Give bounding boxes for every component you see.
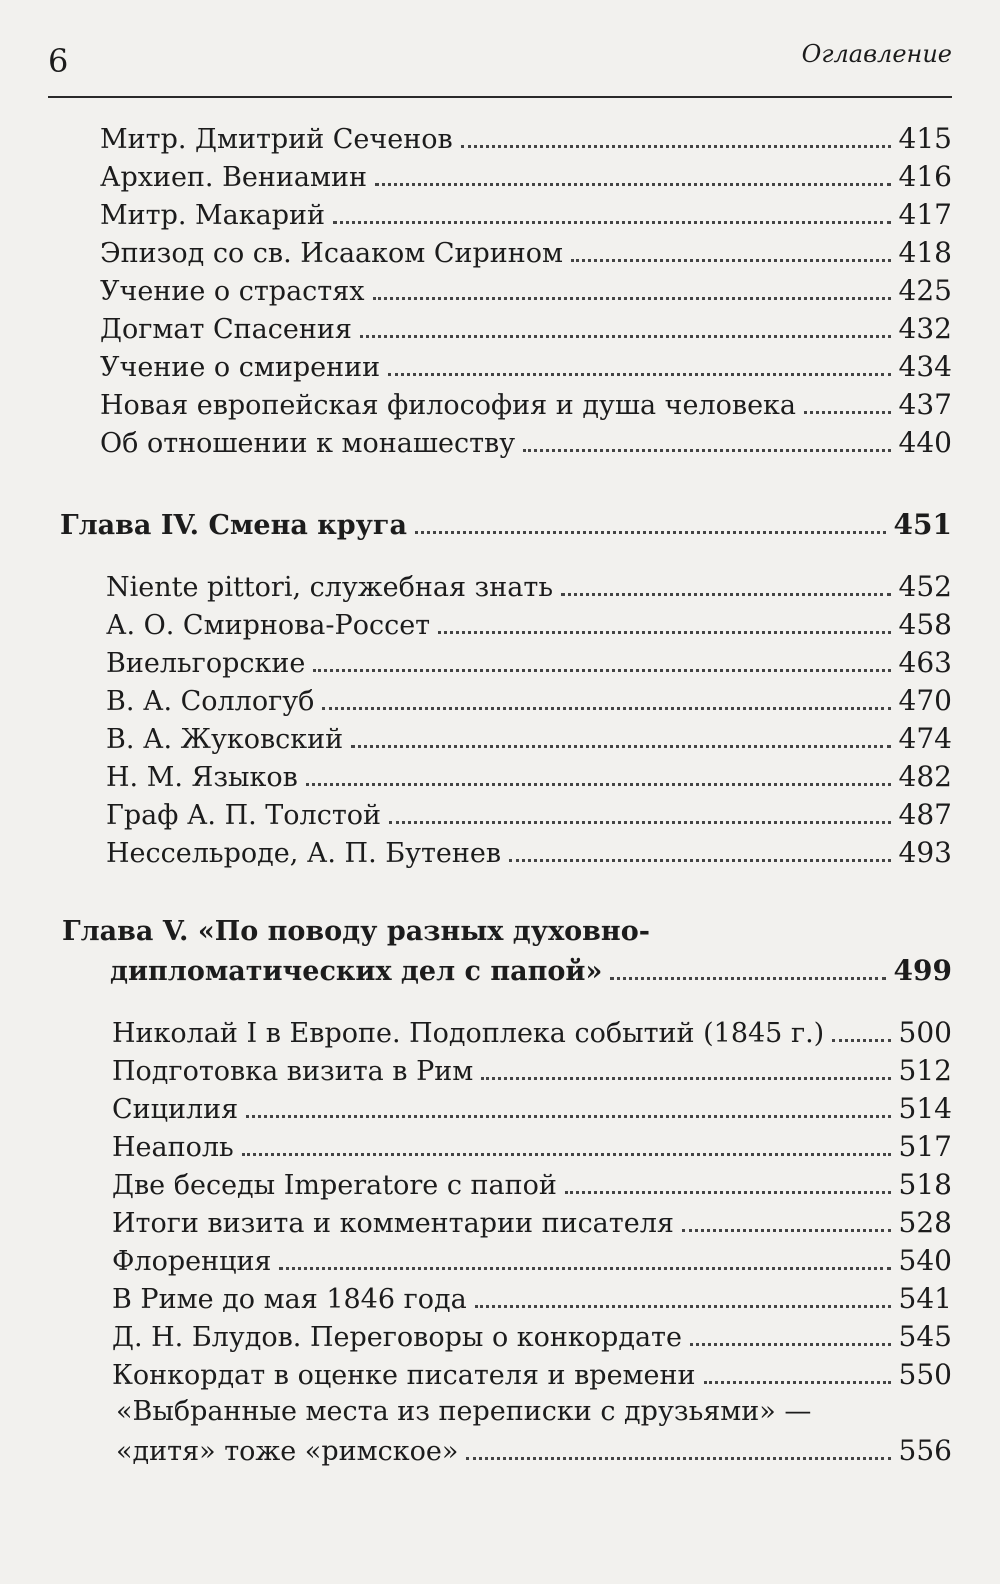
toc-entry[interactable]	[100, 274, 952, 307]
toc-entry-title: Митр. Макарий	[100, 200, 326, 231]
toc-entry-page: 482	[898, 760, 952, 793]
toc-entry[interactable]	[106, 646, 952, 679]
toc-entry-title: В. А. Жуковский	[106, 724, 344, 755]
toc-entry-page: 463	[898, 646, 952, 679]
toc-entry-title: Архиеп. Вениамин	[100, 162, 367, 193]
toc-chapter-4[interactable]	[60, 508, 952, 541]
toc-entry-title: Д. Н. Блудов. Переговоры о конкордате	[112, 1322, 682, 1353]
toc-entry-title: Митр. Дмитрий Сеченов	[100, 124, 453, 155]
toc-entry-page: 417	[898, 198, 952, 231]
page-number: 6	[48, 42, 69, 80]
toc-entry-page: 425	[898, 274, 952, 307]
toc-entry-title: Граф А. П. Толстой	[106, 800, 382, 831]
toc-entry[interactable]	[100, 312, 952, 345]
running-title: Оглавление	[801, 40, 952, 68]
toc-entry-page: 440	[898, 426, 952, 459]
toc-entry-page: 458	[898, 608, 952, 641]
toc-entry[interactable]	[112, 1016, 952, 1049]
toc-entry[interactable]	[106, 760, 952, 793]
toc-entry[interactable]	[100, 350, 952, 383]
toc-entry-page: 514	[898, 1092, 952, 1125]
toc-entry-title: Учение о страстях	[100, 276, 365, 307]
toc-entry-page: 474	[898, 722, 952, 755]
toc-entry-title: Niente pittori, служебная знать	[106, 572, 554, 603]
toc-entry-title: Догмат Спасения	[100, 314, 352, 345]
toc-entry[interactable]	[100, 160, 952, 193]
toc-entry-title: Подготовка визита в Рим	[112, 1056, 474, 1087]
toc-entry-page: 493	[898, 836, 952, 869]
toc-entry-title: Николай I в Европе. Подоплека событий (1845 г.)	[112, 1018, 825, 1049]
toc-entry[interactable]	[100, 122, 952, 155]
toc-entry-page: 550	[898, 1358, 952, 1391]
toc-entry-title: Итоги визита и комментарии писателя	[112, 1208, 674, 1239]
toc-entry[interactable]	[112, 1092, 952, 1125]
toc-entry-page: 512	[898, 1054, 952, 1087]
toc-chapter-5[interactable]	[110, 954, 952, 987]
toc-entry-title: «дитя» тоже «римское»	[116, 1436, 459, 1467]
toc-entry-title: Конкордат в оценке писателя и времени	[112, 1360, 696, 1391]
toc-entry[interactable]	[112, 1168, 952, 1201]
toc-entry[interactable]	[106, 570, 952, 603]
toc-entry-title: Две беседы Imperatore с папой	[112, 1170, 557, 1201]
toc-entry-page: 487	[898, 798, 952, 831]
toc-entry[interactable]	[100, 388, 952, 421]
chapter-title: Глава IV. Смена круга	[60, 510, 407, 541]
chapter-page: 499	[893, 954, 952, 987]
toc-entry[interactable]	[112, 1320, 952, 1353]
toc-entry[interactable]	[106, 684, 952, 717]
toc-entry-line1[interactable]: «Выбранные места из переписки с друзьями» —	[116, 1396, 812, 1427]
toc-entry[interactable]	[106, 798, 952, 831]
toc-entry[interactable]	[100, 198, 952, 231]
page-header	[48, 30, 952, 98]
toc-entry-page: 452	[898, 570, 952, 603]
toc-entry[interactable]	[116, 1434, 952, 1467]
toc-entry[interactable]	[112, 1358, 952, 1391]
toc-entry-title: Учение о смирении	[100, 352, 381, 383]
toc-entry[interactable]	[112, 1244, 952, 1277]
toc-entry-title: А. О. Смирнова-Россет	[106, 610, 431, 641]
toc-entry-title: Флоренция	[112, 1246, 272, 1277]
toc-entry-title: Н. М. Языков	[106, 762, 298, 793]
toc-entry-title: Об отношении к монашеству	[100, 428, 516, 459]
toc-entry[interactable]	[106, 608, 952, 641]
toc-entry-page: 541	[898, 1282, 952, 1315]
toc-entry-title: Виельгорские	[106, 648, 306, 679]
toc-entry-page: 437	[898, 388, 952, 421]
toc-entry-page: 416	[898, 160, 952, 193]
chapter-title: дипломатических дел с папой»	[110, 956, 603, 987]
toc-entry[interactable]	[112, 1282, 952, 1315]
toc-entry-page: 418	[898, 236, 952, 269]
toc-entry-title: Неаполь	[112, 1132, 234, 1163]
toc-entry-title: Нессельроде, А. П. Бутенев	[106, 838, 502, 869]
toc-entry-page: 434	[898, 350, 952, 383]
toc-entry-page: 518	[898, 1168, 952, 1201]
toc-entry-page: 432	[898, 312, 952, 345]
toc-entry-page: 415	[898, 122, 952, 155]
toc-entry-page: 470	[898, 684, 952, 717]
toc-entry-page: 540	[898, 1244, 952, 1277]
chapter-5-title-line1[interactable]: Глава V. «По поводу разных духовно-	[62, 916, 650, 947]
toc-entry-title: В Риме до мая 1846 года	[112, 1284, 467, 1315]
toc-entry-title: Новая европейская философия и душа человека	[100, 390, 797, 421]
toc-entry-page: 528	[898, 1206, 952, 1239]
toc-entry[interactable]	[112, 1054, 952, 1087]
toc-entry-page: 545	[898, 1320, 952, 1353]
toc-entry[interactable]	[112, 1130, 952, 1163]
toc-entry-title: Эпизод со св. Исааком Сирином	[100, 238, 564, 269]
toc-entry-title: Сицилия	[112, 1094, 239, 1125]
toc-entry[interactable]	[106, 722, 952, 755]
chapter-page: 451	[893, 508, 952, 541]
toc-entry[interactable]	[100, 236, 952, 269]
toc-entry[interactable]	[112, 1206, 952, 1239]
toc-entry[interactable]	[106, 836, 952, 869]
toc-entry-page: 517	[898, 1130, 952, 1163]
toc-entry-page: 500	[898, 1016, 952, 1049]
toc-entry[interactable]	[100, 426, 952, 459]
toc-entry-title: В. А. Соллогуб	[106, 686, 315, 717]
toc-entry-page: 556	[898, 1434, 952, 1467]
